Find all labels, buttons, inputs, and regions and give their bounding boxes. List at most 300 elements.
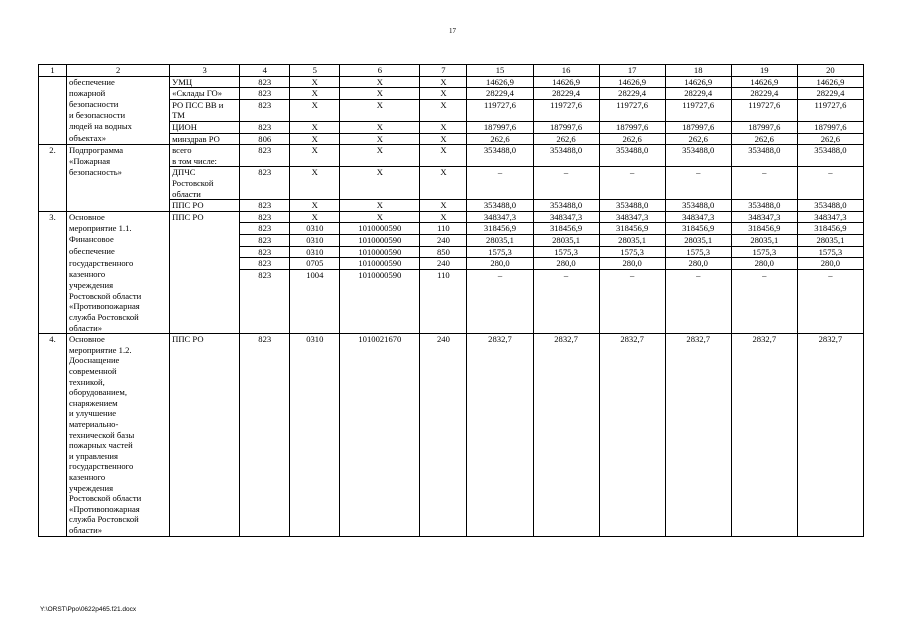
code-cell-c5: X — [290, 211, 340, 223]
value-cell — [599, 189, 665, 200]
value-cell — [599, 398, 665, 409]
value-cell — [467, 387, 533, 398]
header-cell: 4 — [240, 65, 290, 77]
executor-cell: всего — [170, 145, 240, 156]
value-cell — [731, 419, 797, 430]
executor-cell: ППС РО — [170, 211, 240, 223]
header-row — [39, 65, 864, 77]
code-cell-c6 — [340, 377, 420, 388]
executor-cell — [170, 493, 240, 504]
value-cell: 119727,6 — [665, 99, 731, 110]
value-cell — [731, 178, 797, 189]
value-cell: 280,0 — [797, 258, 863, 270]
code-cell-c4 — [240, 461, 290, 472]
value-cell: – — [731, 167, 797, 178]
code-cell-c6 — [340, 430, 420, 441]
table-row — [39, 377, 864, 388]
executor-cell — [170, 258, 240, 270]
code-cell-c7 — [420, 461, 467, 472]
row-number-cell — [39, 451, 67, 462]
value-cell — [533, 110, 599, 121]
code-cell-c5: X — [290, 121, 340, 133]
executor-cell: УМЦ — [170, 76, 240, 88]
value-cell — [665, 189, 731, 200]
executor-cell — [170, 472, 240, 483]
code-cell-c4 — [240, 377, 290, 388]
program-name-cell: Основное — [67, 334, 170, 345]
program-name-cell: Ростовской области — [67, 291, 170, 302]
row-number-cell — [39, 493, 67, 504]
code-cell-c6 — [340, 451, 420, 462]
table-row — [39, 461, 864, 472]
code-cell-c5 — [290, 377, 340, 388]
code-cell-c4 — [240, 408, 290, 419]
code-cell-c6: X — [340, 167, 420, 178]
value-cell: 28229,4 — [665, 88, 731, 100]
code-cell-c6 — [340, 493, 420, 504]
program-name-cell: безопасности — [67, 99, 170, 110]
value-cell: 262,6 — [599, 133, 665, 145]
code-cell-c5: 0310 — [290, 234, 340, 246]
code-cell-c4 — [240, 110, 290, 121]
value-cell: 119727,6 — [533, 99, 599, 110]
code-cell-c5: X — [290, 133, 340, 145]
executor-cell — [170, 355, 240, 366]
code-cell-c6: X — [340, 88, 420, 100]
code-cell-c7: X — [420, 133, 467, 145]
value-cell: 1575,3 — [467, 246, 533, 258]
value-cell — [797, 301, 863, 312]
file-path: Y:\ORST\Ppo\0622p465.f21.docx — [40, 606, 137, 613]
code-cell-c4 — [240, 514, 290, 525]
value-cell: 28035,1 — [533, 234, 599, 246]
code-cell-c6 — [340, 387, 420, 398]
program-name-cell: «Противопожарная — [67, 301, 170, 312]
value-cell — [467, 291, 533, 302]
value-cell — [533, 472, 599, 483]
row-number-cell — [39, 345, 67, 356]
value-cell — [665, 451, 731, 462]
value-cell — [599, 301, 665, 312]
table-row — [39, 156, 864, 167]
value-cell — [533, 398, 599, 409]
value-cell — [467, 178, 533, 189]
value-cell — [533, 312, 599, 323]
program-name-cell: безопасность» — [67, 167, 170, 178]
table-row — [39, 280, 864, 291]
row-number-cell — [39, 156, 67, 167]
executor-cell — [170, 246, 240, 258]
code-cell-c5 — [290, 440, 340, 451]
value-cell — [665, 387, 731, 398]
code-cell-c6: X — [340, 133, 420, 145]
value-cell — [797, 483, 863, 494]
code-cell-c5 — [290, 345, 340, 356]
code-cell-c6 — [340, 483, 420, 494]
value-cell: 353488,0 — [533, 145, 599, 156]
row-number-cell — [39, 246, 67, 258]
code-cell-c7 — [420, 377, 467, 388]
code-cell-c7 — [420, 178, 467, 189]
value-cell: 119727,6 — [599, 99, 665, 110]
value-cell — [665, 355, 731, 366]
executor-cell — [170, 366, 240, 377]
program-name-cell: мероприятие 1.2. — [67, 345, 170, 356]
table-row — [39, 145, 864, 156]
code-cell-c5 — [290, 323, 340, 334]
row-number-cell — [39, 408, 67, 419]
executor-cell: «Склады ГО» — [170, 88, 240, 100]
value-cell — [797, 156, 863, 167]
budget-table — [38, 64, 864, 537]
value-cell — [533, 440, 599, 451]
table-row — [39, 366, 864, 377]
table-row — [39, 110, 864, 121]
code-cell-c6: 1010000590 — [340, 234, 420, 246]
header-cell: 17 — [599, 65, 665, 77]
program-name-cell: и безопасности — [67, 110, 170, 121]
row-number-cell — [39, 355, 67, 366]
value-cell — [731, 451, 797, 462]
value-cell: 187997,6 — [731, 121, 797, 133]
row-number-cell — [39, 483, 67, 494]
page-number: 17 — [449, 27, 456, 35]
program-name-cell: «Противопожарная — [67, 504, 170, 515]
code-cell-c6 — [340, 291, 420, 302]
program-name-cell: «Пожарная — [67, 156, 170, 167]
value-cell: 280,0 — [731, 258, 797, 270]
row-number-cell — [39, 269, 67, 280]
value-cell: 348347,3 — [731, 211, 797, 223]
table-row — [39, 419, 864, 430]
value-cell — [533, 461, 599, 472]
value-cell — [731, 430, 797, 441]
value-cell — [731, 366, 797, 377]
value-cell — [797, 440, 863, 451]
code-cell-c4: 823 — [240, 246, 290, 258]
code-cell-c4: 823 — [240, 258, 290, 270]
value-cell: 28229,4 — [731, 88, 797, 100]
table-row — [39, 387, 864, 398]
value-cell: 28035,1 — [599, 234, 665, 246]
program-name-cell: области» — [67, 525, 170, 536]
value-cell — [533, 483, 599, 494]
executor-cell — [170, 451, 240, 462]
executor-cell — [170, 525, 240, 536]
value-cell — [665, 377, 731, 388]
value-cell: 280,0 — [533, 258, 599, 270]
code-cell-c7 — [420, 472, 467, 483]
code-cell-c6: X — [340, 200, 420, 212]
executor-cell — [170, 377, 240, 388]
value-cell: 280,0 — [599, 258, 665, 270]
program-name-cell: людей на водных — [67, 121, 170, 133]
executor-cell: ППС РО — [170, 200, 240, 212]
code-cell-c5 — [290, 483, 340, 494]
value-cell — [599, 387, 665, 398]
value-cell — [665, 440, 731, 451]
value-cell — [599, 408, 665, 419]
executor-cell — [170, 323, 240, 334]
header-cell: 20 — [797, 65, 863, 77]
code-cell-c4: 823 — [240, 99, 290, 110]
value-cell — [797, 472, 863, 483]
value-cell: 119727,6 — [731, 99, 797, 110]
executor-cell — [170, 504, 240, 515]
value-cell: 14626,9 — [533, 76, 599, 88]
value-cell — [533, 525, 599, 536]
table-row — [39, 472, 864, 483]
code-cell-c4 — [240, 387, 290, 398]
code-cell-c6: X — [340, 76, 420, 88]
code-cell-c6 — [340, 472, 420, 483]
code-cell-c4: 806 — [240, 133, 290, 145]
code-cell-c4: 823 — [240, 167, 290, 178]
table-row — [39, 451, 864, 462]
value-cell: 353488,0 — [797, 200, 863, 212]
table-row — [39, 99, 864, 110]
value-cell — [467, 461, 533, 472]
value-cell — [797, 178, 863, 189]
value-cell — [731, 440, 797, 451]
value-cell — [599, 377, 665, 388]
value-cell: 262,6 — [797, 133, 863, 145]
code-cell-c7 — [420, 408, 467, 419]
value-cell — [467, 345, 533, 356]
value-cell: 353488,0 — [599, 200, 665, 212]
code-cell-c7 — [420, 430, 467, 441]
program-name-cell: служба Ростовской — [67, 514, 170, 525]
value-cell: 187997,6 — [533, 121, 599, 133]
value-cell — [599, 430, 665, 441]
program-name-cell: области» — [67, 323, 170, 334]
executor-cell — [170, 223, 240, 235]
value-cell: – — [797, 167, 863, 178]
value-cell — [665, 178, 731, 189]
code-cell-c6 — [340, 514, 420, 525]
value-cell: 187997,6 — [665, 121, 731, 133]
code-cell-c4: 823 — [240, 334, 290, 345]
table-row — [39, 398, 864, 409]
value-cell — [599, 110, 665, 121]
value-cell: – — [599, 167, 665, 178]
code-cell-c4 — [240, 178, 290, 189]
value-cell — [665, 504, 731, 515]
value-cell: 262,6 — [731, 133, 797, 145]
row-number-cell — [39, 110, 67, 121]
row-number-cell — [39, 133, 67, 145]
value-cell: 2832,7 — [731, 334, 797, 345]
value-cell: – — [533, 269, 599, 280]
code-cell-c6 — [340, 312, 420, 323]
header-cell: 15 — [467, 65, 533, 77]
value-cell — [731, 110, 797, 121]
table-row — [39, 504, 864, 515]
value-cell — [467, 323, 533, 334]
executor-cell — [170, 234, 240, 246]
program-name-cell: объектах» — [67, 133, 170, 145]
code-cell-c7 — [420, 525, 467, 536]
executor-cell — [170, 430, 240, 441]
value-cell: 318456,9 — [467, 223, 533, 235]
program-name-cell: Финансовое — [67, 234, 170, 246]
value-cell: 353488,0 — [797, 145, 863, 156]
table-row — [39, 323, 864, 334]
executor-cell: РО ПСС ВВ и — [170, 99, 240, 110]
value-cell — [467, 472, 533, 483]
value-cell — [731, 514, 797, 525]
code-cell-c7: X — [420, 167, 467, 178]
row-number-cell — [39, 189, 67, 200]
value-cell — [797, 493, 863, 504]
code-cell-c7 — [420, 451, 467, 462]
value-cell: 28229,4 — [467, 88, 533, 100]
value-cell: 348347,3 — [599, 211, 665, 223]
header-cell: 1 — [39, 65, 67, 77]
value-cell — [797, 398, 863, 409]
code-cell-c7 — [420, 504, 467, 515]
program-name-cell: казенного — [67, 269, 170, 280]
value-cell: 28229,4 — [533, 88, 599, 100]
value-cell: 28035,1 — [665, 234, 731, 246]
value-cell: 2832,7 — [665, 334, 731, 345]
value-cell — [533, 387, 599, 398]
value-cell — [533, 408, 599, 419]
program-name-cell: государственного — [67, 258, 170, 270]
executor-cell — [170, 269, 240, 280]
code-cell-c7 — [420, 156, 467, 167]
code-cell-c5 — [290, 419, 340, 430]
value-cell — [665, 461, 731, 472]
code-cell-c4 — [240, 525, 290, 536]
program-name-cell — [67, 178, 170, 189]
table-row — [39, 514, 864, 525]
code-cell-c6 — [340, 280, 420, 291]
value-cell — [533, 301, 599, 312]
value-cell — [665, 110, 731, 121]
row-number-cell: 3. — [39, 211, 67, 223]
table-row — [39, 178, 864, 189]
value-cell: 187997,6 — [599, 121, 665, 133]
code-cell-c7 — [420, 291, 467, 302]
row-number-cell — [39, 398, 67, 409]
code-cell-c4 — [240, 323, 290, 334]
code-cell-c5 — [290, 430, 340, 441]
value-cell — [533, 493, 599, 504]
value-cell — [797, 514, 863, 525]
value-cell — [467, 483, 533, 494]
value-cell: 1575,3 — [599, 246, 665, 258]
value-cell — [599, 280, 665, 291]
value-cell: 119727,6 — [467, 99, 533, 110]
table-row — [39, 258, 864, 270]
value-cell — [599, 514, 665, 525]
row-number-cell — [39, 178, 67, 189]
executor-cell: в том числе: — [170, 156, 240, 167]
value-cell: 348347,3 — [797, 211, 863, 223]
executor-cell: ДПЧС — [170, 167, 240, 178]
executor-cell — [170, 514, 240, 525]
program-name-cell: технической базы — [67, 430, 170, 441]
table-row — [39, 200, 864, 212]
row-number-cell — [39, 525, 67, 536]
code-cell-c7: 240 — [420, 234, 467, 246]
row-number-cell — [39, 121, 67, 133]
value-cell — [533, 451, 599, 462]
value-cell: 14626,9 — [665, 76, 731, 88]
row-number-cell — [39, 291, 67, 302]
program-name-cell: Ростовской области — [67, 493, 170, 504]
code-cell-c5: 1004 — [290, 269, 340, 280]
table-row — [39, 88, 864, 100]
value-cell — [797, 189, 863, 200]
value-cell — [467, 451, 533, 462]
value-cell — [599, 366, 665, 377]
row-number-cell — [39, 387, 67, 398]
value-cell — [731, 377, 797, 388]
code-cell-c5: X — [290, 145, 340, 156]
code-cell-c7: X — [420, 211, 467, 223]
value-cell — [599, 312, 665, 323]
code-cell-c7 — [420, 301, 467, 312]
value-cell — [533, 156, 599, 167]
code-cell-c6 — [340, 323, 420, 334]
table-row — [39, 440, 864, 451]
program-name-cell: государственного — [67, 461, 170, 472]
row-number-cell — [39, 472, 67, 483]
value-cell: 28035,1 — [467, 234, 533, 246]
value-cell — [467, 355, 533, 366]
value-cell — [731, 504, 797, 515]
value-cell: – — [467, 167, 533, 178]
code-cell-c5 — [290, 451, 340, 462]
table-row — [39, 76, 864, 88]
row-number-cell: 2. — [39, 145, 67, 156]
value-cell — [797, 280, 863, 291]
code-cell-c5: X — [290, 99, 340, 110]
code-cell-c5 — [290, 312, 340, 323]
value-cell — [665, 312, 731, 323]
code-cell-c4 — [240, 156, 290, 167]
value-cell — [599, 156, 665, 167]
code-cell-c6 — [340, 440, 420, 451]
value-cell: – — [731, 269, 797, 280]
code-cell-c5: X — [290, 200, 340, 212]
code-cell-c5 — [290, 156, 340, 167]
code-cell-c4 — [240, 301, 290, 312]
code-cell-c7: 850 — [420, 246, 467, 258]
executor-cell: ТМ — [170, 110, 240, 121]
value-cell — [533, 514, 599, 525]
value-cell — [731, 156, 797, 167]
value-cell: 1575,3 — [665, 246, 731, 258]
code-cell-c6 — [340, 178, 420, 189]
table-row — [39, 301, 864, 312]
value-cell — [533, 345, 599, 356]
value-cell — [731, 323, 797, 334]
code-cell-c6 — [340, 345, 420, 356]
value-cell — [665, 472, 731, 483]
executor-cell — [170, 345, 240, 356]
value-cell: 28229,4 — [599, 88, 665, 100]
code-cell-c4 — [240, 189, 290, 200]
code-cell-c6: 1010000590 — [340, 269, 420, 280]
code-cell-c5 — [290, 525, 340, 536]
value-cell — [665, 366, 731, 377]
table-row — [39, 525, 864, 536]
code-cell-c7 — [420, 483, 467, 494]
value-cell — [797, 323, 863, 334]
